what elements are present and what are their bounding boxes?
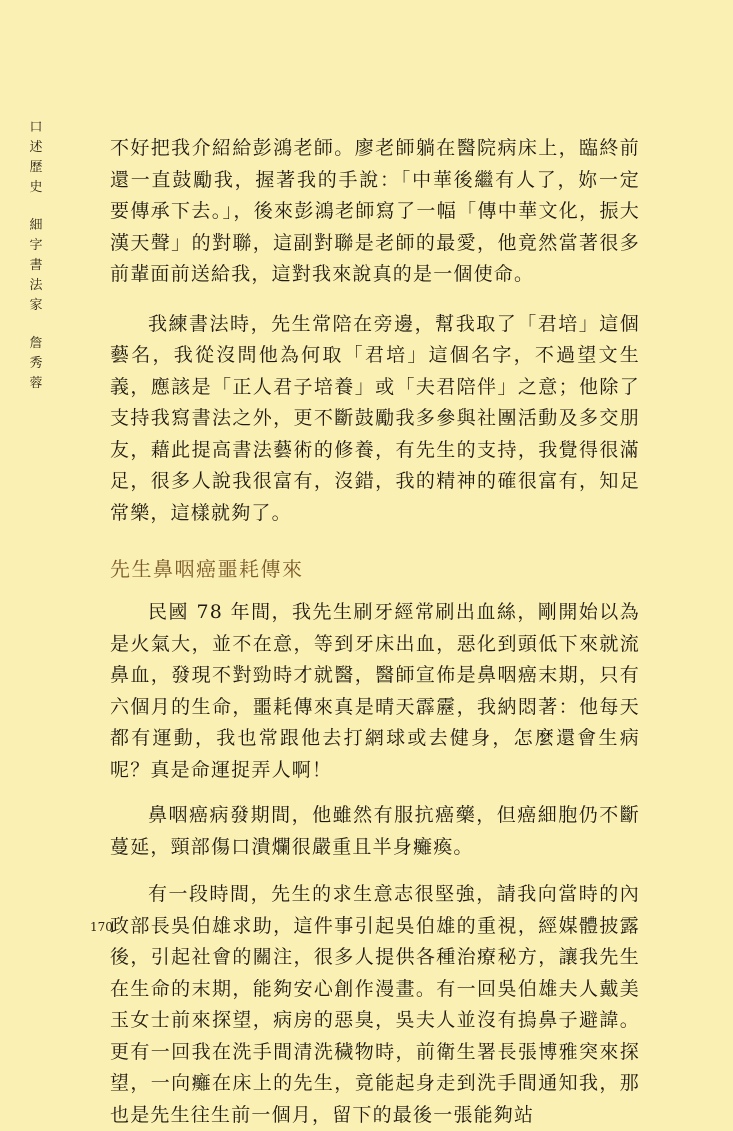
paragraph-intro-continued: 不好把我介紹給彭鴻老師。廖老師躺在醫院病床上，臨終前還一直鼓勵我，握著我的手說：「中華後繼有人了，妳一定要傳承下去。」，後來彭鴻老師寫了一幅「傳中華文化，振大漢天聲」的對聯，這副對聯是老師的最愛，他竟然當著很多前輩面前送給我，這對我來說真的是一個使命。 (110, 137, 640, 285)
side-char: 述 (29, 140, 43, 155)
side-char: 蓉 (29, 376, 43, 391)
side-header-subtitle (29, 216, 42, 316)
side-running-header (25, 118, 47, 394)
side-char: 法 (29, 278, 43, 293)
side-header-author (29, 334, 42, 394)
side-char: 秀 (29, 356, 43, 371)
paragraph-illness: 鼻咽癌病發期間，他雖然有服抗癌藥，但癌細胞仍不斷蔓延，頸部傷口潰爛很嚴重且半身癱瘓。 (110, 804, 640, 858)
side-char: 家 (29, 298, 43, 313)
section-heading: 先生鼻咽癌噩耗傳來 (110, 557, 304, 581)
paragraph-artistic-name: 我練書法時，先生常陪在旁邊，幫我取了「君培」這個藝名，我從沒問他為何取「君培」這個名字，不過望文生義，應該是「正人君子培養」或「夫君陪伴」之意；他除了支持我寫書法之外，更不斷鼓勵我多參與社團活動及多交朋友，藉此提高書法藝術的修養，有先生的支持，我覺得很滿足，很多人說我很富有，沒錯，我的精神的確很富有，知足常樂，這樣就夠了。 (110, 312, 640, 524)
side-char: 字 (29, 238, 43, 253)
side-header-series (29, 118, 42, 198)
side-char: 歷 (29, 160, 43, 175)
page-body (110, 133, 640, 1131)
side-char: 口 (29, 120, 43, 135)
page-number: 170 (90, 920, 113, 934)
side-char: 細 (29, 218, 43, 233)
side-char: 史 (29, 180, 43, 195)
side-char: 詹 (29, 336, 43, 351)
side-char: 書 (29, 258, 43, 273)
paragraph-support: 有一段時間，先生的求生意志很堅強，請我向當時的內政部長吳伯雄求助，這件事引起吳伯雄的重視，經媒體披露後，引起社會的關注，很多人提供各種治療秘方，讓我先生在生命的末期，能夠安心創作漫畫。有一回吳伯雄夫人戴美玉女士前來探望，病房的惡臭，吳夫人並沒有摀鼻子避諱。更有一回我在洗手間清洗穢物時，前衛生署長張博雅突來探望，一向癱在床上的先生，竟能起身走到洗手間通知我，那也是先生往生前一個月，留下的最後一張能夠站 (110, 883, 640, 1126)
paragraph-diagnosis: 民國 78 年間，我先生刷牙經常刷出血絲，剛開始以為是火氣大，並不在意，等到牙床出血，惡化到頭低下來就流鼻血，發現不對勁時才就醫，醫師宣佈是鼻咽癌末期，只有六個月的生命，噩耗傳來真是晴天霹靂，我納悶著：他每天都有運動，我也常跟他去打網球或去健身，怎麼還會生病呢？真是命運捉弄人啊！ (110, 601, 640, 781)
